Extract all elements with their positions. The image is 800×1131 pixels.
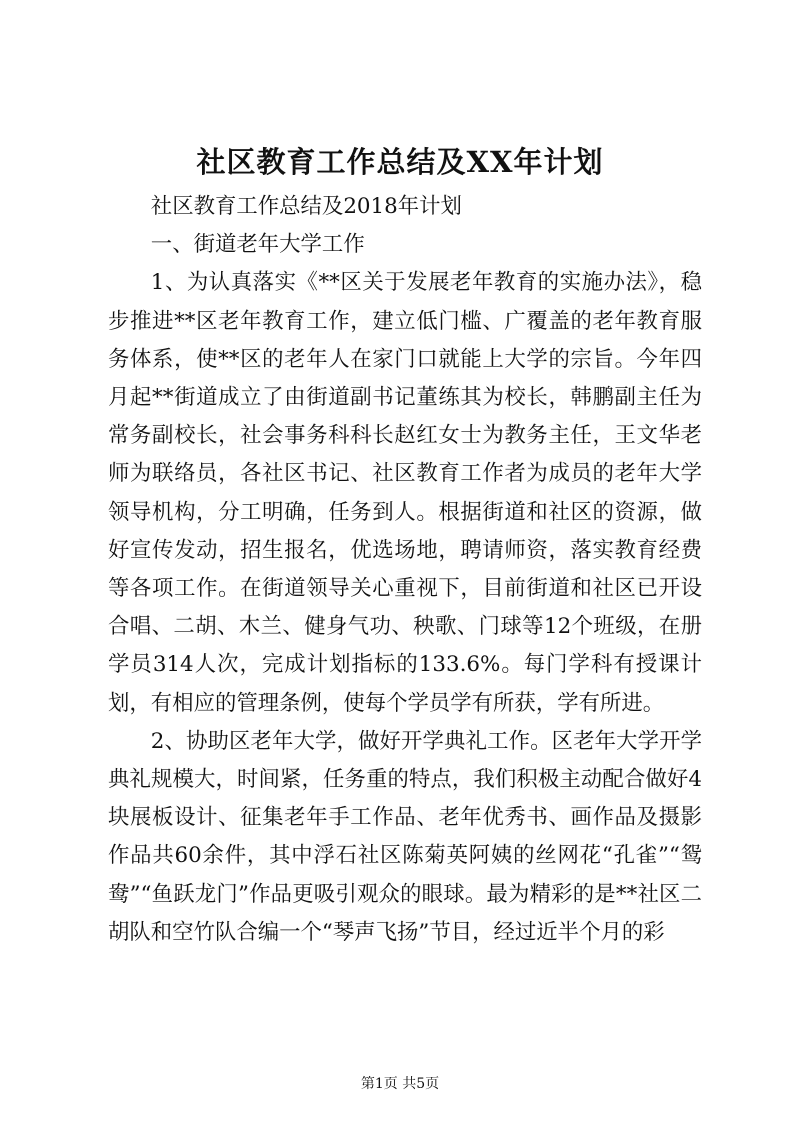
section-heading: 一、街道老年大学工作 bbox=[150, 232, 365, 258]
body-paragraph-1: 1、为认真落实《**区关于发展老年教育的实施办法》，稳步推进**区老年教育工作，建立低门槛、广覆盖的老年教育服务体系，使**区的老年人在家门口就能上大学的宗旨。今年四月起**街道成立了由街道副书记董练其为校长，韩鹏副主任为常务副校长，社会事务科科长赵红女士为教务主任，王文华老师为联络员，各社区书记、社区教育工作者为成员的老年大学领导机构，分工明确，任务到人。根据街道和社区的资源，做好宣传发动，招生报名，优选场地，聘请师资，落实教育经费等各项工作。在街道领导关心重视下，目前街道和社区已开设合唱、二胡、木兰、健身气功、秧歌、门球等12个班级，在册学员314人次，完成计划指标的133.6%。每门学科有授课计划，有相应的管理条例，使每个学员学有所获，学有所进。 bbox=[108, 270, 702, 716]
body-paragraph-2: 2、协助区老年大学，做好开学典礼工作。区老年大学开学典礼规模大，时间紧，任务重的特点，我们积极主动配合做好4块展板设计、征集老年手工作品、老年优秀书、画作品及摄影作品共60余件，其中浮石社区陈菊英阿姨的丝网花“孔雀”“鸳鸯”“鱼跃龙门”作品更吸引观众的眼球。最为精彩的是**社区二胡队和空竹队合编一个“琴声飞扬”节目，经过近半个月的彩 bbox=[108, 728, 702, 945]
subtitle-paragraph: 社区教育工作总结及2018年计划 bbox=[150, 194, 462, 219]
page-number-footer: 第1页 共5页 bbox=[360, 1076, 440, 1092]
document-title: 社区教育工作总结及XX年计划 bbox=[196, 145, 604, 179]
document-body bbox=[108, 188, 702, 952]
